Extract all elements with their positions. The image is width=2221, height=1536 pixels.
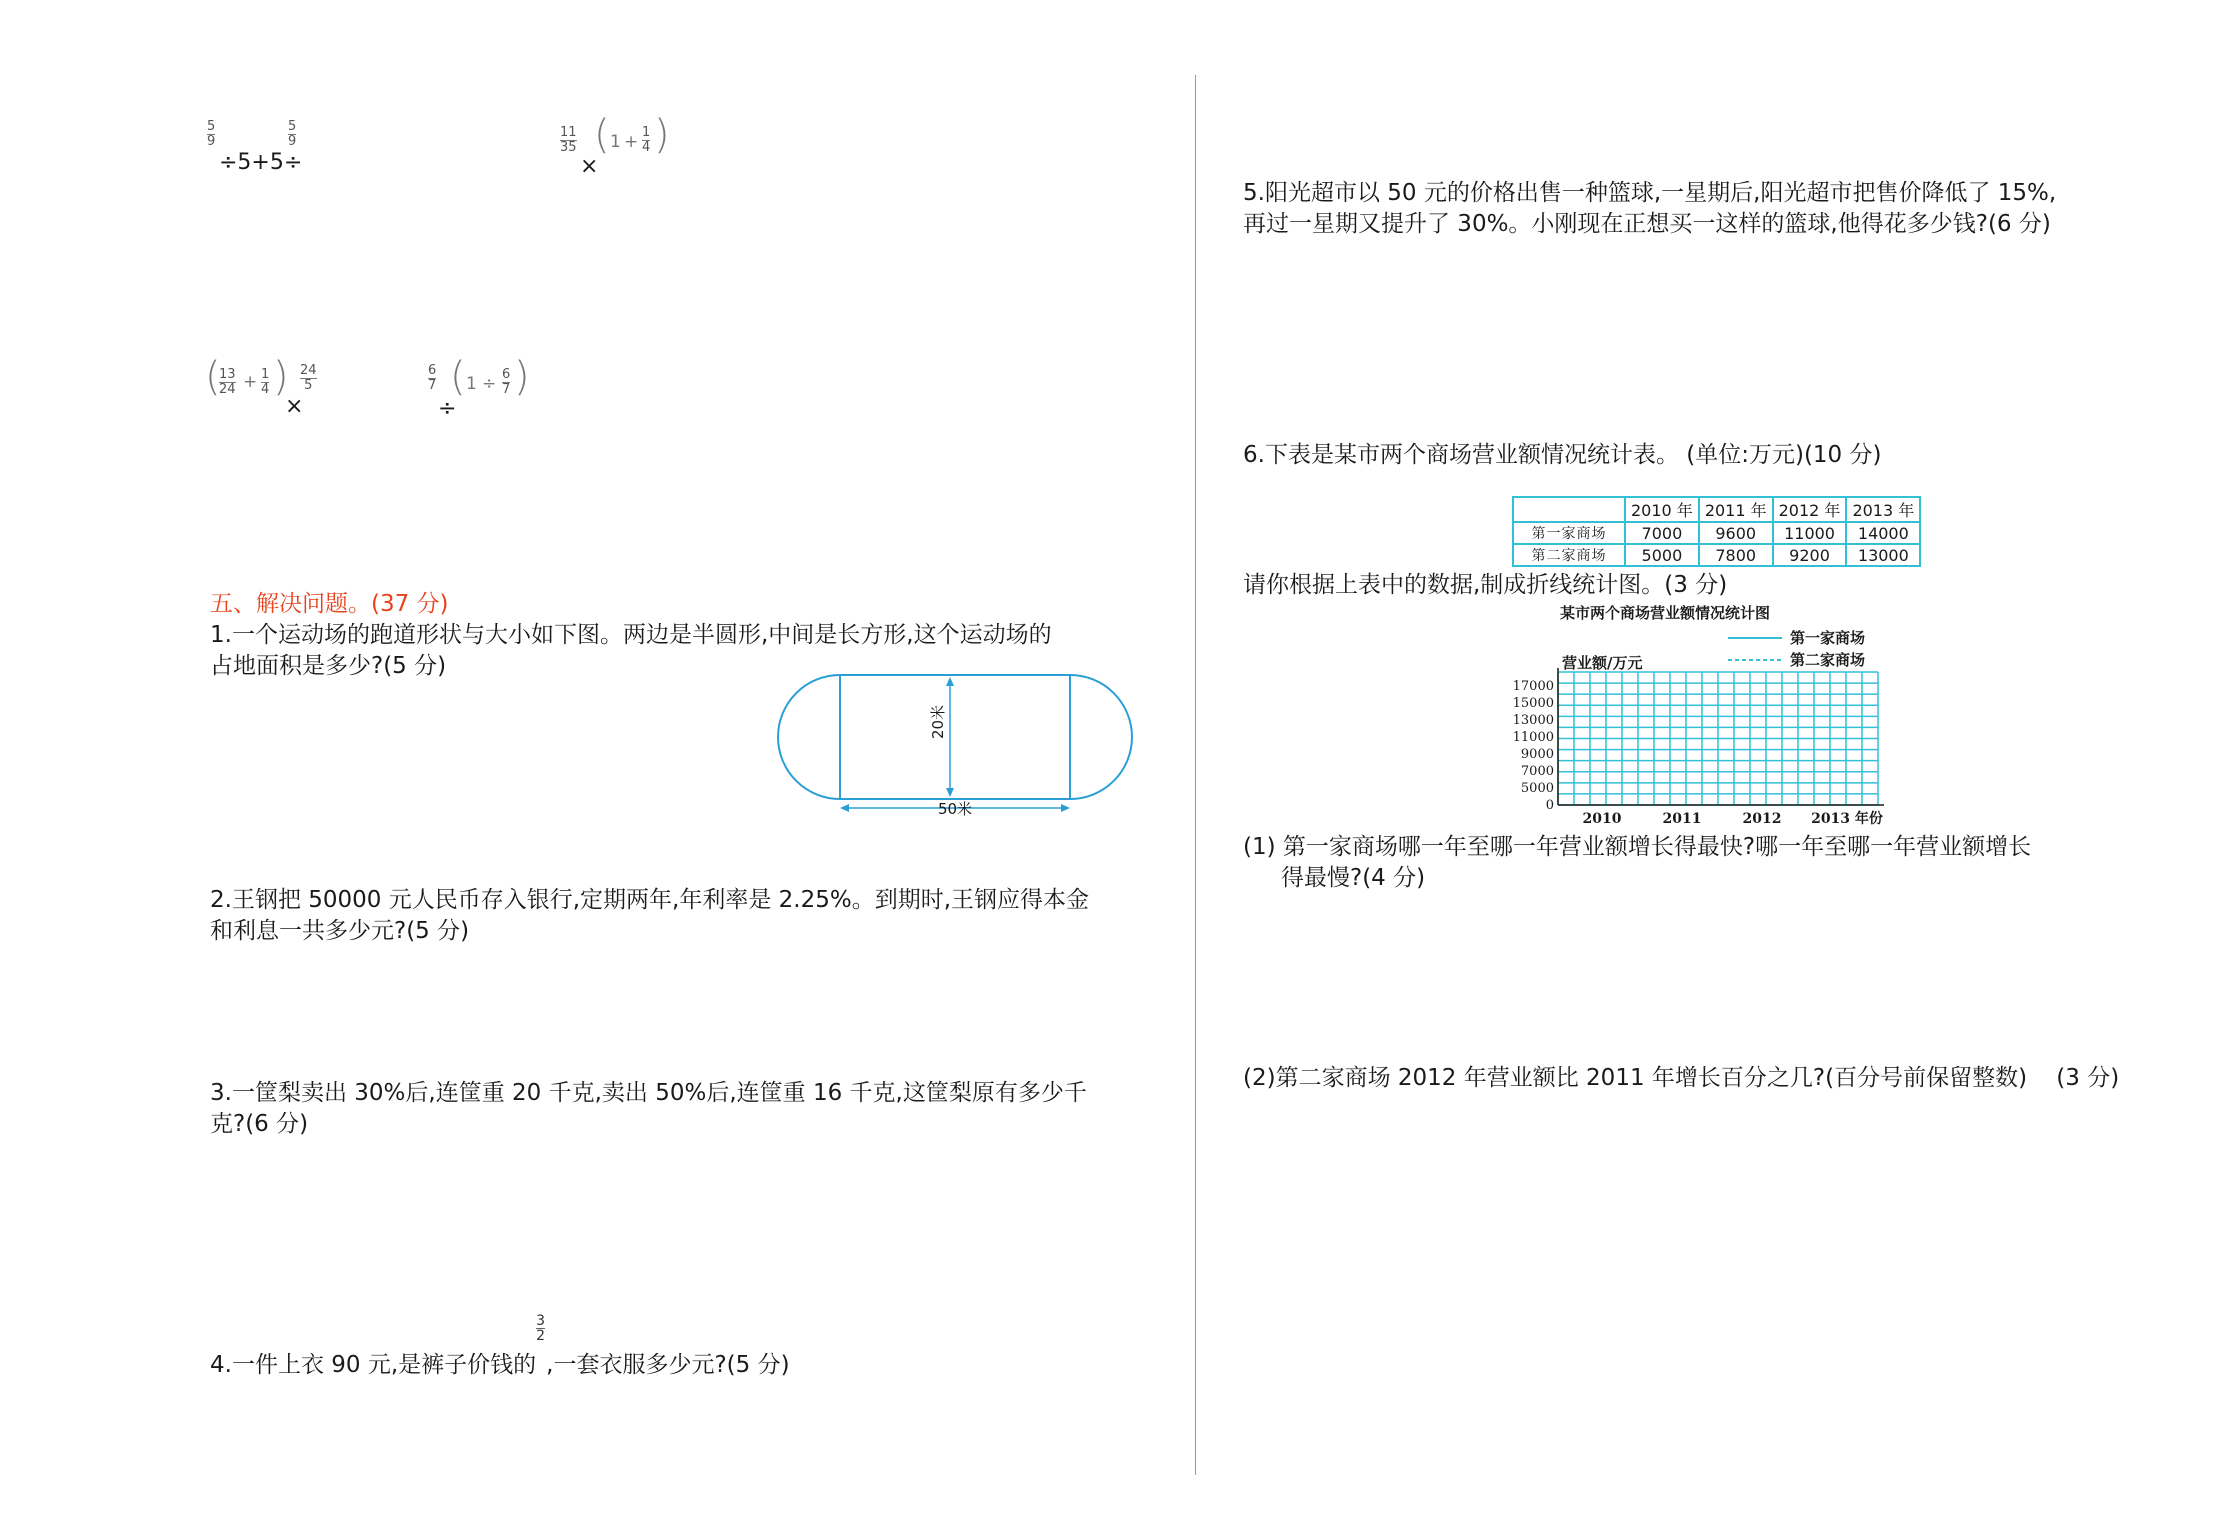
question-text: 5.阳光超市以 50 元的价格出售一种篮球,一星期后,阳光超市把售价降低了 15%, [1243,180,2057,206]
question-text: 再过一星期又提升了 30%。小刚现在正想买一这样的篮球,他得花多少钱?(6 分) [1243,211,2051,237]
sub-question-2: (2)第二家商场 2012 年营业额比 2011 年增长百分之几?(百分号前保留整数) (3 分) [1243,1065,2120,1091]
fraction [642,126,650,155]
operator: + [243,372,258,392]
track-diagram [775,670,1135,820]
y-tick-label: 17000 [1512,679,1554,694]
question-text: 占地面积是多少?(5 分) [210,653,447,679]
arrow-head [946,788,954,797]
question-2 [210,885,1170,947]
x-tick-label: 2010 [1582,811,1622,827]
question-text: 3.一筐梨卖出 30%后,连筐重 20 千克,卖出 50%后,连筐重 16 千克,这筐梨原有多少千 [210,1080,1087,1106]
fraction [288,120,296,149]
question-6-title: 6.下表是某市两个商场营业额情况统计表。 (单位:万元)(10 分) [1243,442,1882,468]
table-cell: 9600 [1699,522,1773,544]
numerator: 1 [261,367,270,382]
y-tick-label: 15000 [1512,696,1554,711]
line-chart [1490,600,1950,830]
question-text: 和利息一共多少元?(5 分) [210,918,470,944]
legend-label: 第二家商场 [1790,651,1866,669]
table-corner-cell [1513,497,1625,522]
question-text: 得最慢?(4 分) [1281,865,1426,891]
table-cell: 7000 [1625,522,1699,544]
section-title: 五、解决问题。(37 分) [210,591,449,617]
denominator: 4 [642,140,651,155]
y-axis-label: 营业额/万元 [1562,654,1643,672]
table-row-header: 第二家商场 [1513,544,1625,566]
numerator: 1 [642,125,651,140]
denominator: 2 [536,1328,546,1344]
width-label: 50米 [937,800,973,818]
table-row [1513,544,1920,566]
denominator: 7 [428,378,437,393]
x-tick-label: 2013 年份 [1811,811,1883,827]
paren-open: ( [594,112,610,158]
question-text: 2.王钢把 50000 元人民币存入银行,定期两年,年利率是 2.25%。到期时,王钢应得本金 [210,887,1090,913]
fraction [502,368,510,397]
y-tick-label: 11000 [1512,730,1554,745]
x-tick-label: 2012 [1742,811,1782,827]
column-divider [1195,75,1196,1475]
denominator: 5 [300,378,317,393]
calc-problem-3 [205,354,345,420]
question-text: ,一套衣服多少元?(5 分) [546,1352,790,1378]
table-header-cell: 2010 年 [1625,497,1699,522]
y-tick-labels [1513,679,1554,813]
calc-problem-1 [205,120,325,180]
fraction [261,368,269,397]
number: 1 [466,374,477,394]
denominator: 4 [261,382,270,397]
operator: + [624,132,639,152]
table-cell: 7800 [1699,544,1773,566]
x-tick-labels [1583,810,1883,827]
table-cell: 5000 [1625,544,1699,566]
table-header-row [1513,497,1920,522]
y-tick-label: 0 [1545,798,1554,813]
paren-close: ) [273,354,289,400]
numerator: 24 [300,363,317,378]
paren-close: ) [514,354,530,400]
denominator: 24 [219,382,236,397]
fraction [428,364,436,393]
numerator: 6 [502,367,511,382]
denominator: 9 [207,134,216,149]
operators: ÷5+5÷ [219,150,303,175]
track-outline [778,675,1132,799]
table-header-cell: 2012 年 [1773,497,1847,522]
operator: ÷ [482,374,497,394]
calc-problem-2 [558,112,708,180]
legend-label: 第一家商场 [1790,629,1866,647]
table-cell: 13000 [1846,544,1920,566]
numerator: 3 [536,1313,546,1329]
y-tick-label: 7000 [1520,764,1554,779]
numerator: 5 [288,119,297,134]
numerator: 13 [219,367,236,382]
operator: × [285,394,304,419]
arrow-head [1061,804,1070,812]
question-4 [210,1313,1170,1381]
chart-instruction: 请你根据上表中的数据,制成折线统计图。(3 分) [1243,572,1728,598]
table-row-header: 第一家商场 [1513,522,1625,544]
denominator: 35 [560,140,577,155]
y-tick-label: 9000 [1520,747,1554,762]
numerator: 11 [560,125,577,140]
fraction [536,1313,546,1372]
question-text: 1.一个运动场的跑道形状与大小如下图。两边是半圆形,中间是长方形,这个运动场的 [210,622,1052,648]
numerator: 5 [207,119,216,134]
table-cell: 14000 [1846,522,1920,544]
question-5 [1243,178,2203,240]
fraction [300,364,317,393]
question-3 [210,1078,1170,1140]
numerator: 6 [428,363,437,378]
chart-grid [1558,668,1884,805]
table-cell: 11000 [1773,522,1847,544]
paren-close: ) [654,112,670,158]
calc-problem-4 [428,354,558,421]
fraction [207,120,215,149]
fraction [560,126,577,155]
number: 1 [610,132,621,152]
table-header-cell: 2013 年 [1846,497,1920,522]
table-header-cell: 2011 年 [1699,497,1773,522]
paren-open: ( [205,354,221,400]
y-tick-label: 13000 [1512,713,1554,728]
operator: × [580,154,599,179]
arrow-head [946,677,954,686]
x-tick-label: 2011 [1662,811,1702,827]
denominator: 9 [288,134,297,149]
sales-table [1512,496,1921,567]
denominator: 7 [502,382,511,397]
chart-title: 某市两个商场营业额情况统计图 [1559,604,1771,622]
question-text: (1) 第一家商场哪一年至哪一年营业额增长得最快?哪一年至哪一年营业额增长 [1243,834,2032,860]
table-cell: 9200 [1773,544,1847,566]
paren-open: ( [450,354,466,400]
y-tick-label: 5000 [1520,781,1554,796]
question-text: 4.一件上衣 90 元,是裤子价钱的 [210,1352,537,1378]
question-text: 克?(6 分) [210,1111,309,1137]
arrow-head [840,804,849,812]
table-row [1513,522,1920,544]
height-label: 20米 [929,704,947,740]
operator: ÷ [438,396,457,421]
sub-question-1 [1243,832,2203,894]
fraction [219,368,236,397]
